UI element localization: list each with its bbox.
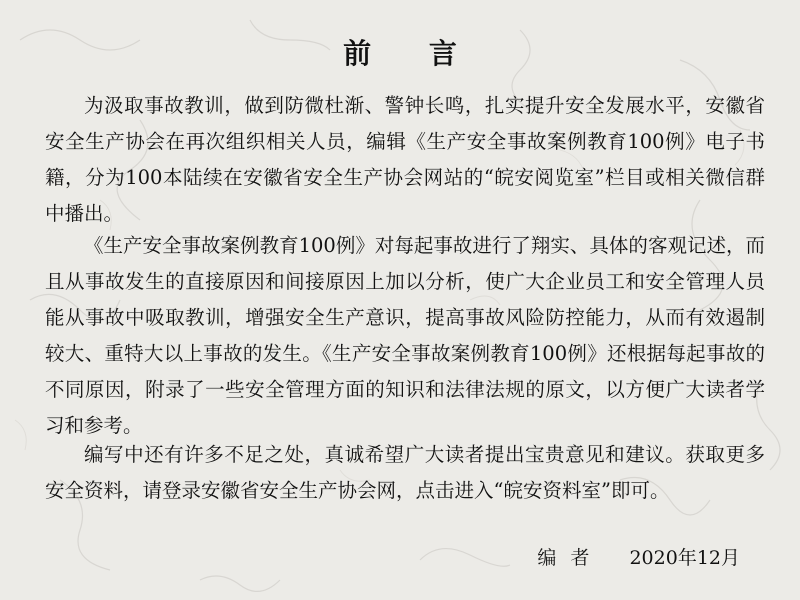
paragraph-intro: 为汲取事故教训，做到防微杜渐、警钟长鸣，扎实提升安全发展水平，安徽省安全生产协会在再次组织相关人员，编辑《生产安全事故案例教育100例》电子书籍，分为100本陆续在安徽省安全生产协会网站的“皖安阅览室”栏目或相关微信群中播出。 (45, 94, 765, 225)
page-title: 前 言 (343, 37, 481, 70)
paragraph-closing: 编写中还有许多不足之处，真诚希望广大读者提出宝贵意见和建议。获取更多安全资料，请登录安徽省安全生产协会网，点击进入“皖安资料室”即可。 (45, 443, 765, 502)
paragraph-description: 《生产安全事故案例教育100例》对每起事故进行了翔实、具体的客观记述，而且从事故发生的直接原因和间接原因上加以分析，使广大企业员工和安全管理人员能从事故中吸取教训，增强安全生产意识，提高事故风险防控能力，从而有效遏制较大、重特大以上事故的发生。《生产安全事故案例教育100例》还根据每起事故的不同原因，附录了一些安全管理方面的知识和法律法规的原文，以方便广大读者学习和参考。 (45, 234, 765, 437)
signature-block (537, 544, 740, 572)
signature-editor: 编者 (537, 547, 604, 569)
signature-date: 2020年12月 (629, 547, 740, 569)
